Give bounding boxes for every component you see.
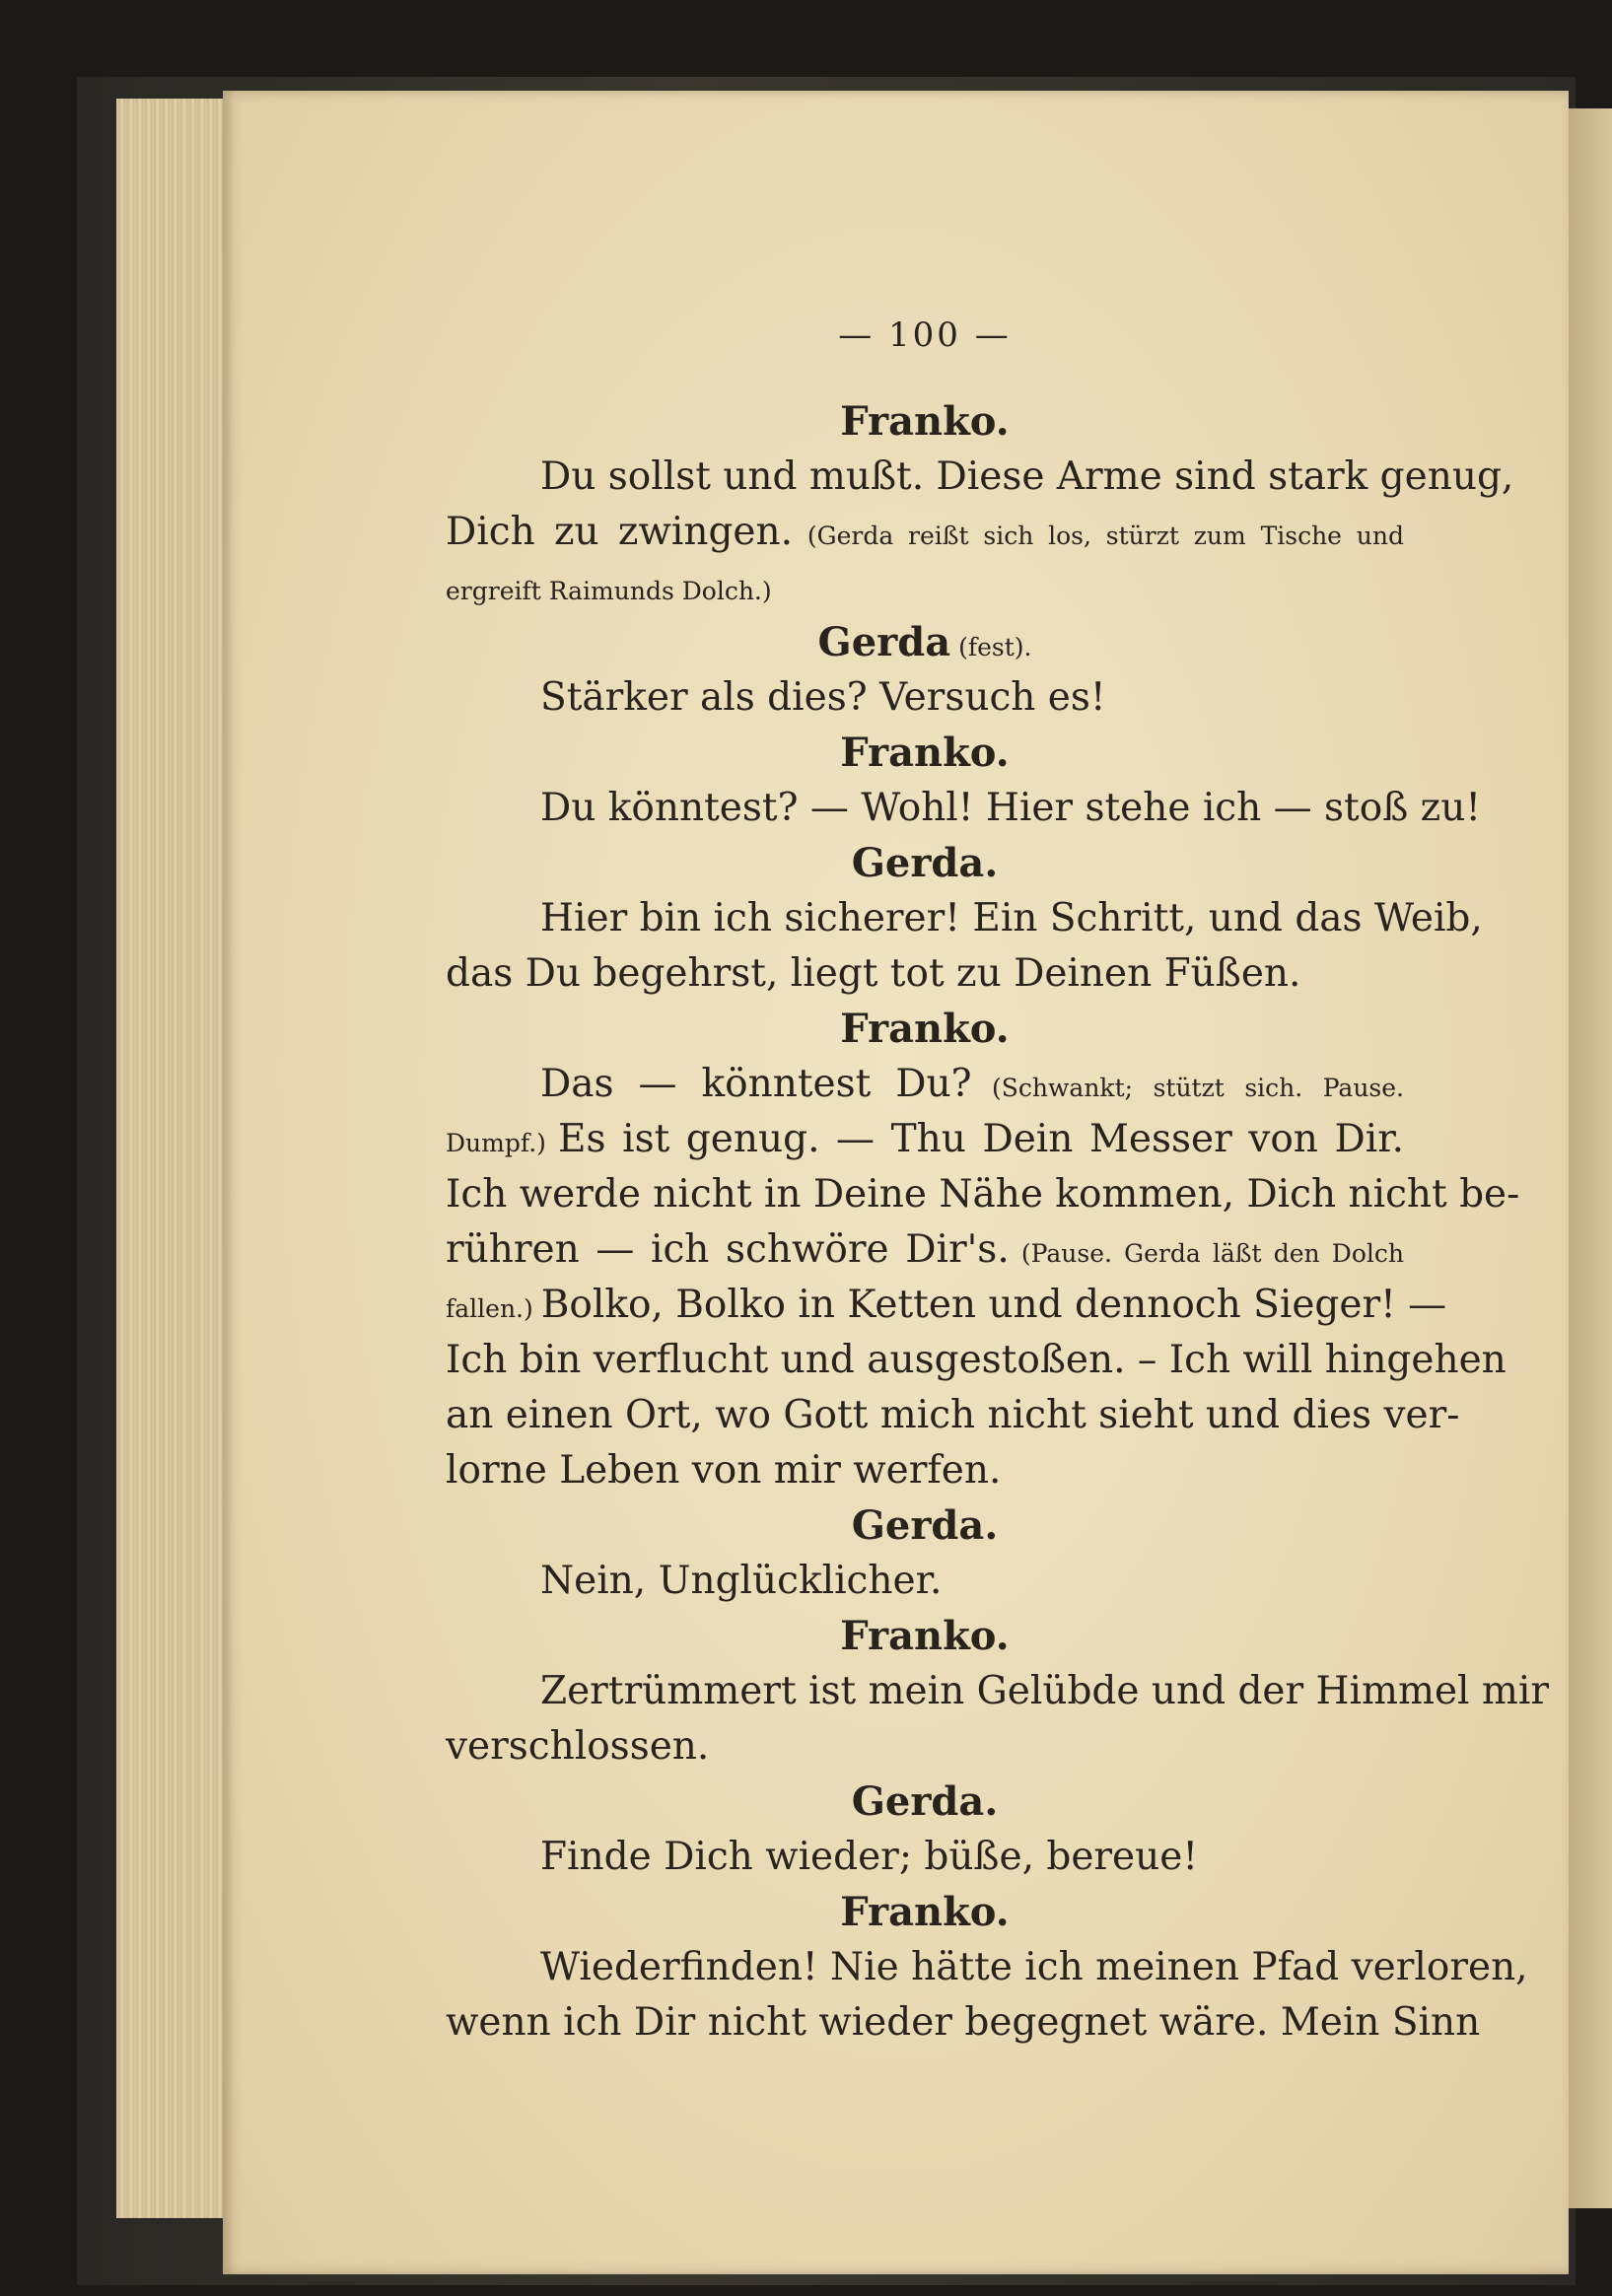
text-line [446,1278,1447,1333]
stage-direction: (fest). [950,633,1032,661]
stage-direction: (Gerda reißt sich los, stürzt zum Tische und [793,522,1404,550]
text-lines [446,394,1550,2051]
stage-direction: (Schwankt; stützt sich. Pause. [971,1074,1405,1102]
speaker-name [446,615,1404,670]
text-line [446,1057,1404,1112]
stage-direction: Dumpf.) [446,1129,559,1157]
text-line [446,505,1404,560]
text-line [446,450,1514,505]
speaker-label: Franko. [840,398,1010,445]
text-line [446,1995,1481,2051]
dialogue-text: Bolko, Bolko in Ketten und dennoch Sieger! — [540,1283,1447,1327]
text-line [446,1554,1404,1609]
speaker-label: Franko. [840,1006,1010,1052]
stage-direction: fallen.) [446,1294,541,1323]
text-line [446,781,1481,836]
text-line [446,1167,1520,1222]
text-line [446,1388,1460,1443]
text-line [446,1112,1404,1167]
speaker-name [446,394,1404,450]
text-line [446,1830,1404,1885]
dialogue-text: Ich werde nicht in Deine Nähe kommen, Dich nicht be- [446,1172,1520,1217]
dialogue-text: rühren — ich schwöre Dir's. [446,1227,1010,1272]
dialogue-text: lorne Leben von mir werfen. [446,1448,1002,1493]
speaker-name [446,1498,1404,1554]
page-edges [116,99,225,2218]
dialogue-text: Du sollst und mußt. Diese Arme sind stark genug, [540,454,1514,499]
dialogue-text: Hier bin ich sicherer! Ein Schritt, und das Weib, [540,896,1483,940]
stage-direction: ergreift Raimunds Dolch.) [446,577,772,605]
page-number: — 100 — [838,315,1012,355]
dialogue-text: Ich bin verflucht und ausgestoßen. – Ich will hingehen [446,1338,1507,1382]
dialogue-text: wenn ich Dir nicht wieder begegnet wäre. Mein Sinn [446,2000,1481,2045]
text-line [446,1333,1507,1388]
dialogue-text: Dich zu zwingen. [446,510,794,554]
dialogue-text: Wiederfinden! Nie hätte ich meinen Pfad verloren, [540,1945,1528,1989]
dialogue-text: Nein, Unglücklicher. [540,1559,943,1603]
speaker-label: Gerda. [851,1502,999,1549]
text-line [446,560,1404,615]
dialogue-text: Zertrümmert ist mein Gelübde und der Himmel mir [540,1669,1550,1713]
text-line [446,1222,1404,1278]
text-line [446,891,1483,946]
speaker-name [446,1885,1404,1940]
dialogue-text: Stärker als dies? Versuch es! [540,675,1106,720]
dialogue-text: Das — könntest Du? [540,1062,972,1106]
dialogue-text: Du könntest? — Wohl! Hier stehe ich — stoß zu! [540,786,1481,830]
speaker-name [446,1774,1404,1830]
speaker-name [446,1609,1404,1664]
speaker-label: Gerda. [851,1778,999,1825]
text-line [446,670,1404,726]
dialogue-text: das Du begehrst, liegt tot zu Deinen Füßen. [446,951,1301,996]
speaker-name [446,1002,1404,1057]
dialogue-text: Finde Dich wieder; büße, bereue! [540,1835,1198,1879]
text-line [446,946,1404,1002]
speaker-name [446,726,1404,781]
speaker-label: Gerda. [851,840,999,886]
speaker-label: Franko. [840,1613,1010,1659]
dialogue-text: verschlossen. [446,1724,710,1769]
stage-direction: (Pause. Gerda läßt den Dolch [1009,1239,1404,1268]
speaker-label: Gerda [817,619,951,665]
dialogue-text: an einen Ort, wo Gott mich nicht sieht und dies ver- [446,1393,1460,1437]
text-line [446,1940,1528,1995]
speaker-name [446,836,1404,891]
text-line [446,1443,1404,1498]
speaker-label: Franko. [840,1889,1010,1935]
text-line [446,1664,1550,1719]
speaker-label: Franko. [840,730,1010,776]
dialogue-text: Es ist genug. — Thu Dein Messer von Dir. [558,1117,1404,1161]
text-line [446,1719,1404,1774]
